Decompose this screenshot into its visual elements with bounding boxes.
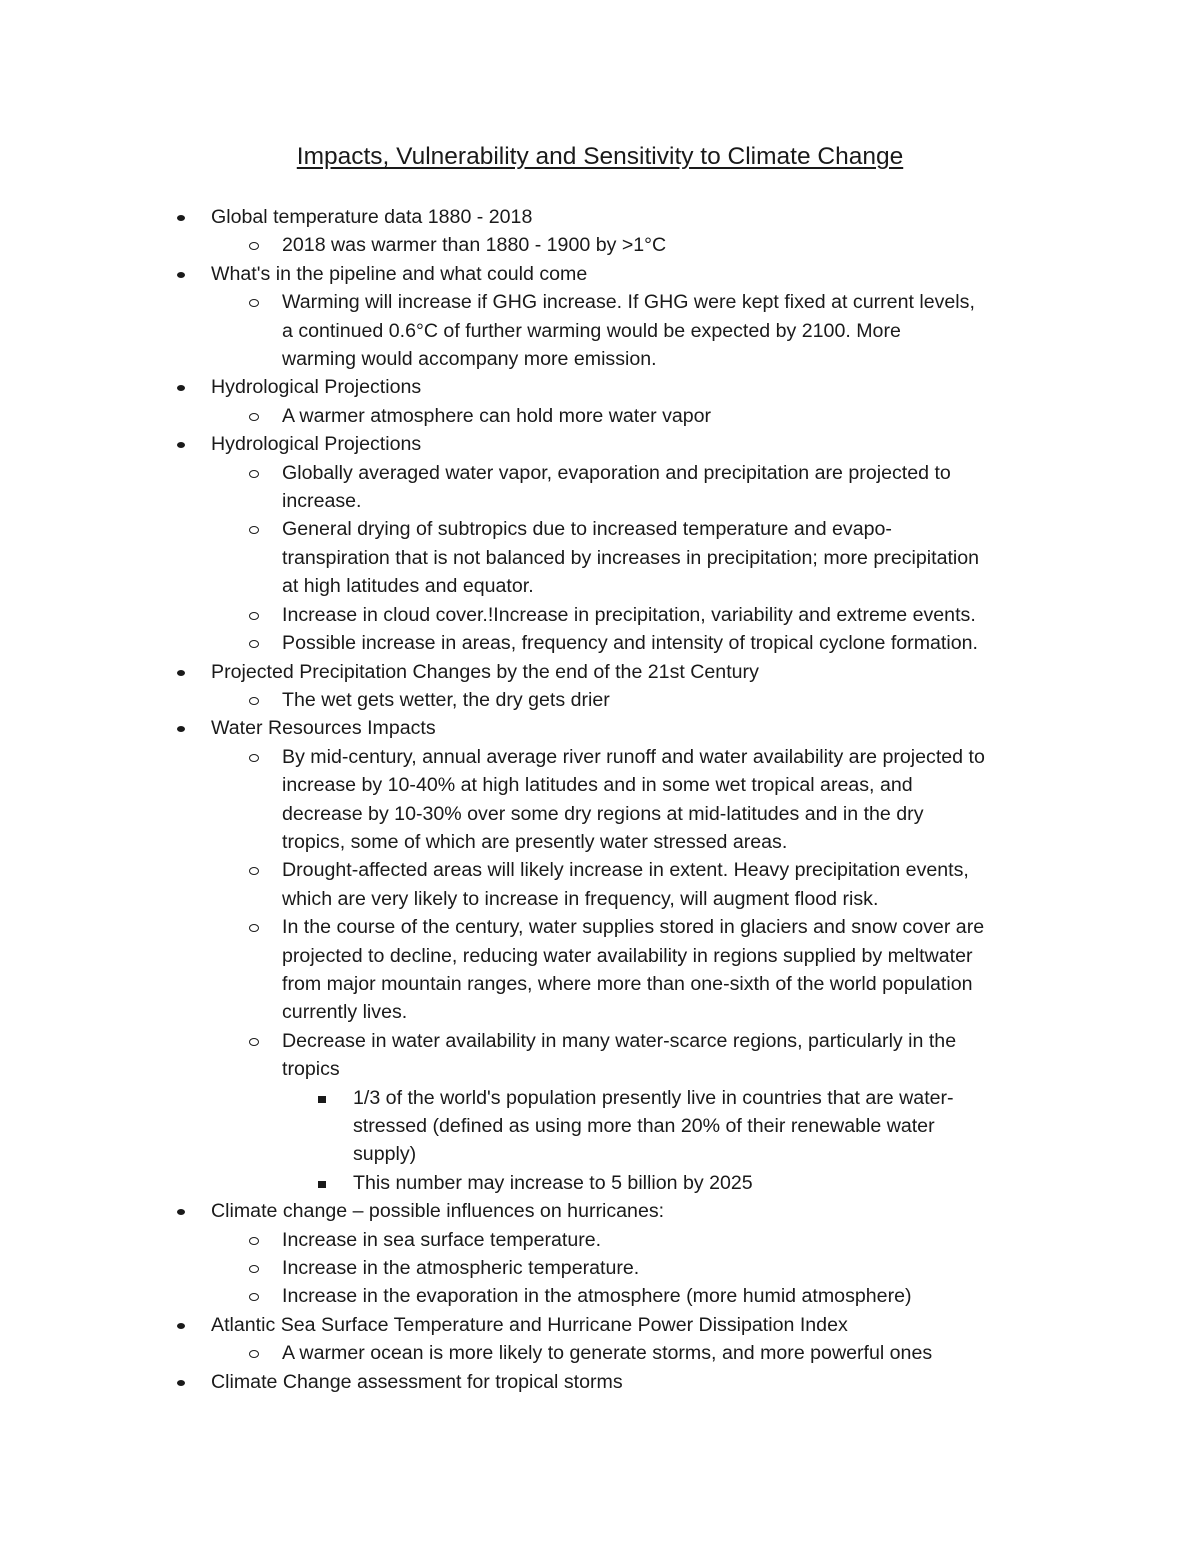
list-item-text-line: increase. (282, 490, 362, 513)
list-item-text-line: Global temperature data 1880 - 2018 (211, 206, 533, 228)
list-item-level-3 (0, 1084, 1200, 1169)
list-item-level-2 (0, 1226, 1200, 1254)
hollow-circle-bullet-icon (249, 1027, 259, 1055)
list-item-level-2 (0, 231, 1200, 259)
list-item-text-line: Climate Change assessment for tropical storms (211, 1370, 623, 1393)
list-item-text-line: Drought-affected areas will likely increase in extent. Heavy precipitation events, (282, 859, 969, 882)
list-item-level-1 (0, 1368, 1200, 1396)
filled-circle-bullet-icon (177, 658, 186, 686)
list-item-level-2 (0, 1282, 1200, 1310)
filled-circle-bullet-icon (177, 1311, 186, 1339)
hollow-circle-bullet-icon (249, 1254, 259, 1282)
list-item-text-line: which are very likely to increase in frequency, will augment flood risk. (282, 887, 879, 910)
list-item-level-2 (0, 1254, 1200, 1282)
list-item-text-line: Atlantic Sea Surface Temperature and Hurricane Power Dissipation Index (211, 1313, 848, 1336)
list-item-text-line: Increase in sea surface temperature. (282, 1228, 602, 1251)
list-item-text-line: Water Resources Impacts (211, 717, 436, 740)
list-item-level-1 (0, 260, 1200, 288)
list-item-level-1 (0, 714, 1200, 742)
hollow-circle-bullet-icon (249, 1282, 259, 1310)
list-item-text-line: decrease by 10-30% over some dry regions at mid-latitudes and in the dry (282, 802, 924, 825)
list-item-level-1 (0, 1197, 1200, 1225)
list-item-text-line: Projected Precipitation Changes by the end of the 21st Century (211, 660, 759, 683)
list-item-text-line: This number may increase to 5 billion by 2025 (353, 1171, 753, 1194)
list-item-level-2 (0, 1027, 1200, 1084)
list-item-text-line: stressed (defined as using more than 20% of their renewable water (353, 1115, 935, 1137)
list-item-text-line: General drying of subtropics due to increased temperature and evapo- (282, 518, 892, 541)
list-item-text-line: increase by 10-40% at high latitudes and in some wet tropical areas, and (282, 774, 913, 797)
list-item-text-line: 2018 was warmer than 1880 - 1900 by >1°C (282, 234, 667, 257)
list-item-level-2 (0, 1339, 1200, 1367)
hollow-circle-bullet-icon (249, 629, 259, 657)
list-item-text-line: Increase in the atmospheric temperature. (282, 1257, 640, 1280)
hollow-circle-bullet-icon (249, 913, 259, 941)
list-item-text-line: What's in the pipeline and what could come (211, 262, 588, 285)
square-bullet-icon (318, 1169, 328, 1197)
hollow-circle-bullet-icon (249, 1226, 259, 1254)
list-item-level-2 (0, 402, 1200, 430)
list-item-text-line: a continued 0.6°C of further warming would be expected by 2100. More (282, 319, 901, 342)
list-item-text-line: transpiration that is not balanced by increases in precipitation; more precipitation (282, 546, 980, 569)
filled-circle-bullet-icon (177, 203, 186, 231)
list-item-text-line: tropics, some of which are presently water stressed areas. (282, 830, 788, 853)
list-item-level-2 (0, 629, 1200, 657)
list-item-level-1 (0, 430, 1200, 458)
list-item-text-line: Increase in cloud cover.!Increase in precipitation, variability and extreme events. (282, 603, 976, 626)
square-bullet-icon (318, 1084, 328, 1112)
list-item-text-line: A warmer atmosphere can hold more water vapor (282, 404, 712, 427)
list-item-text-line: Hydrological Projections (211, 433, 422, 456)
list-item-text-line: Decrease in water availability in many water-scarce regions, particularly in the (282, 1029, 957, 1052)
hollow-circle-bullet-icon (249, 743, 259, 771)
filled-circle-bullet-icon (177, 373, 186, 401)
hollow-circle-bullet-icon (249, 601, 259, 629)
filled-circle-bullet-icon (177, 430, 186, 458)
filled-circle-bullet-icon (177, 260, 186, 288)
page-title: Impacts, Vulnerability and Sensitivity to Climate Change (296, 143, 904, 170)
list-item-text-line: Warming will increase if GHG increase. If GHG were kept fixed at current levels, (282, 291, 975, 314)
list-item-text-line: supply) (353, 1143, 417, 1166)
hollow-circle-bullet-icon (249, 515, 259, 543)
list-item-level-3 (0, 1169, 1200, 1197)
list-item-level-2 (0, 686, 1200, 714)
list-item-text-line: By mid-century, annual average river runoff and water availability are projected to (282, 745, 985, 768)
list-item-text-line: at high latitudes and equator. (282, 575, 534, 598)
list-item-text-line: Climate change – possible influences on hurricanes: (211, 1200, 665, 1223)
filled-circle-bullet-icon (177, 1368, 186, 1396)
list-item-level-2 (0, 743, 1200, 857)
list-item-text-line: Globally averaged water vapor, evaporation and precipitation are projected to (282, 461, 951, 484)
hollow-circle-bullet-icon (249, 231, 259, 259)
hollow-circle-bullet-icon (249, 686, 259, 714)
list-item-text-line: currently lives. (282, 1001, 408, 1024)
list-item-text-line: A warmer ocean is more likely to generate storms, and more powerful ones (282, 1342, 933, 1365)
hollow-circle-bullet-icon (249, 459, 259, 487)
list-item-level-2 (0, 515, 1200, 600)
hollow-circle-bullet-icon (249, 856, 259, 884)
list-item-text-line: Possible increase in areas, frequency and intensity of tropical cyclone formation. (282, 632, 978, 655)
list-item-level-2 (0, 601, 1200, 629)
list-item-text-line: The wet gets wetter, the dry gets drier (282, 688, 610, 711)
bullet-outline (0, 203, 1200, 1396)
list-item-text-line: Increase in the evaporation in the atmosphere (more humid atmosphere) (282, 1285, 912, 1308)
list-item-text-line: projected to decline, reducing water availability in regions supplied by meltwater (282, 944, 973, 967)
list-item-level-1 (0, 203, 1200, 231)
filled-circle-bullet-icon (177, 1197, 186, 1225)
list-item-level-2 (0, 856, 1200, 913)
hollow-circle-bullet-icon (249, 402, 259, 430)
list-item-text-line: Hydrological Projections (211, 376, 422, 399)
list-item-text-line: tropics (282, 1058, 340, 1081)
list-item-level-1 (0, 658, 1200, 686)
list-item-level-2 (0, 459, 1200, 516)
hollow-circle-bullet-icon (249, 288, 259, 316)
hollow-circle-bullet-icon (249, 1339, 259, 1367)
list-item-level-1 (0, 373, 1200, 401)
list-item-text-line: 1/3 of the world's population presently live in countries that are water- (353, 1086, 954, 1109)
list-item-text-line: from major mountain ranges, where more than one-sixth of the world population (282, 972, 973, 995)
list-item-text-line: In the course of the century, water supplies stored in glaciers and snow cover are (282, 916, 985, 939)
list-item-level-2 (0, 913, 1200, 1027)
list-item-level-1 (0, 1311, 1200, 1339)
filled-circle-bullet-icon (177, 714, 186, 742)
list-item-text-line: warming would accompany more emission. (282, 348, 657, 371)
list-item-level-2 (0, 288, 1200, 373)
